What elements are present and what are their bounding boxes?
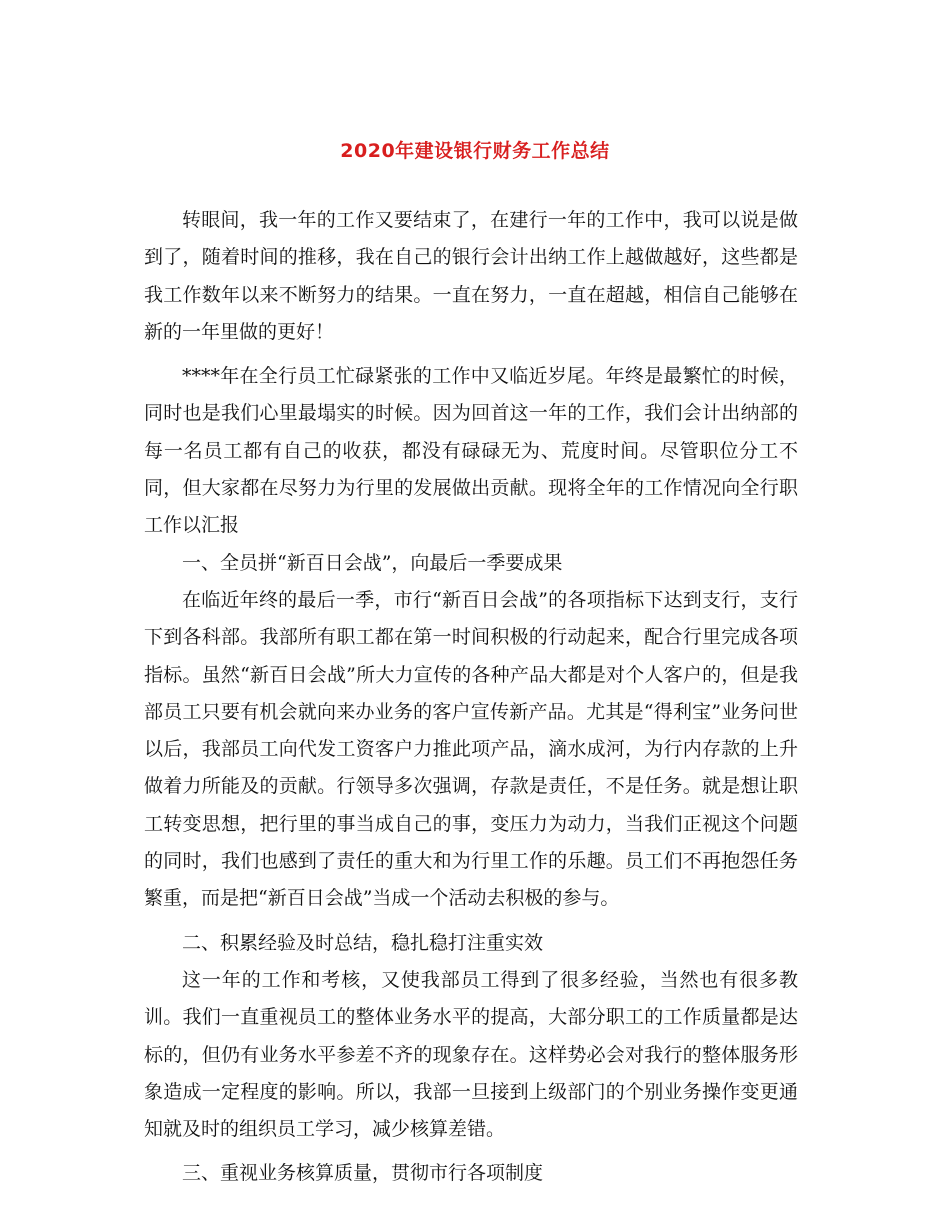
paragraph-section-2: 这一年的工作和考核，又使我部员工得到了很多经验，当然也有很多教训。我们一直重视员工的整体业务水平的提高，大部分职工的工作质量都是达标的，但仍有业务水平参差不齐的现象存在。这样势必会对我行的整体服务形象造成一定程度的影响。所以，我部一旦接到上级部门的个别业务操作变更通知就及时的组织员工学习，减少核算差错。 — [144, 968, 798, 1141]
document-title: 2020年建设银行财务工作总结 — [340, 140, 610, 162]
section-heading-1: 一、全员拼“新百日会战”，向最后一季要成果 — [182, 551, 563, 574]
paragraph-year-summary: ****年在全行员工忙碌紧张的工作中又临近岁尾。年终是最繁忙的时候，同时也是我们心里最塌实的时候。因为回首这一年的工作，我们会计出纳部的每一名员工都有自己的收获，都没有碌碌无为、荒度时间。尽管职位分工不同，但大家都在尽努力为行里的发展做出贡献。现将全年的工作情况向全行职工作以汇报 — [144, 365, 798, 537]
section-heading-2: 二、积累经验及时总结，稳扎稳打注重实效 — [182, 931, 544, 954]
paragraph-section-1: 在临近年终的最后一季，市行“新百日会战”的各项指标下达到支行，支行下到各科部。我部所有职工都在第一时间积极的行动起来，配合行里完成各项指标。虽然“新百日会战”所大力宣传的各种产品大都是对个人客户的，但是我部员工只要有机会就向来办业务的客户宣传新产品。尤其是“得利宝”业务问世以后，我部员工向代发工资客户力推此项产品，滴水成河，为行内存款的上升做着力所能及的贡献。行领导多次强调，存款是责任，不是任务。就是想让职工转变思想，把行里的事当成自己的事，变压力为动力，当我们正视这个问题的同时，我们也感到了责任的重大和为行里工作的乐趣。员工们不再抱怨任务繁重，而是把“新百日会战”当成一个活动去积极的参与。 — [144, 588, 798, 910]
paragraph-intro: 转眼间，我一年的工作又要结束了，在建行一年的工作中，我可以说是做到了，随着时间的推移，我在自己的银行会计出纳工作上越做越好，这些都是我工作数年以来不断努力的结果。一直在努力，一直在超越，相信自己能够在新的一年里做的更好！ — [144, 209, 798, 343]
document-body — [144, 202, 798, 1193]
section-heading-3: 三、重视业务核算质量，贯彻市行各项制度 — [182, 1162, 544, 1185]
